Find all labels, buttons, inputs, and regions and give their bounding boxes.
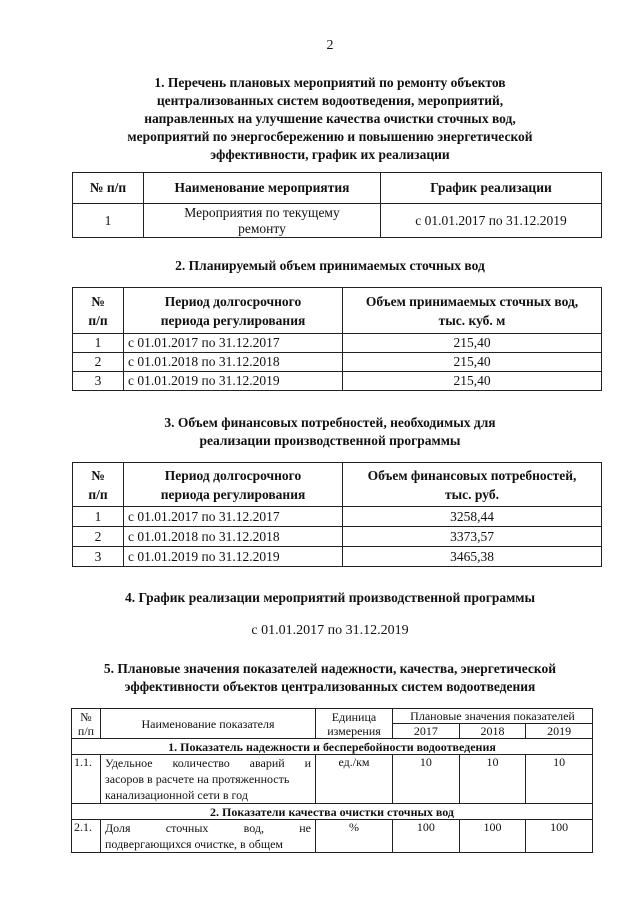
col-number xyxy=(73,288,124,334)
header-line: п/п xyxy=(88,312,108,328)
cell-amount: 3373,57 xyxy=(343,527,602,547)
col-period xyxy=(124,463,343,507)
header-line: тыс. руб. xyxy=(445,486,499,502)
cell-value: 100 xyxy=(393,820,460,853)
cell-number: 1 xyxy=(73,204,144,238)
header-line: п/п xyxy=(88,486,108,502)
cell-period: с 01.01.2019 по 31.12.2019 xyxy=(124,372,343,391)
cell-volume: 215,40 xyxy=(343,353,602,372)
cell-indicator-name xyxy=(101,820,316,853)
cell-value: 10 xyxy=(459,755,526,804)
header-line: Единица xyxy=(331,709,377,724)
cell-volume: 215,40 xyxy=(343,372,602,391)
cell-period: с 01.01.2018 по 31.12.2018 xyxy=(124,353,343,372)
cell-amount: 3258,44 xyxy=(343,507,602,527)
section1-title-line: эффективности, график их реализации xyxy=(210,147,450,162)
cell-value: 100 xyxy=(459,820,526,853)
cell-period: с 01.01.2017 по 31.12.2017 xyxy=(124,507,343,527)
col-number: № п/п xyxy=(73,173,144,204)
cell-event-name xyxy=(144,204,381,238)
section1-title xyxy=(60,74,600,164)
table-row xyxy=(72,820,593,853)
header-line: Объем принимаемых сточных вод, xyxy=(365,293,579,309)
header-line: № xyxy=(80,709,92,724)
event-name-line: ремонту xyxy=(238,220,286,236)
section4-title: 4. График реализации мероприятий производственной программы xyxy=(124,590,536,605)
header-line: периода регулирования xyxy=(160,312,306,328)
col-volume xyxy=(343,288,602,334)
header-line: Объем финансовых потребностей, xyxy=(367,467,577,483)
section1-title-line: 1. Перечень плановых мероприятий по ремонту объектов xyxy=(154,75,506,90)
table-row xyxy=(73,334,602,353)
table-row xyxy=(73,372,602,391)
col-unit xyxy=(316,709,393,739)
col-amount xyxy=(343,463,602,507)
table-row xyxy=(73,547,602,567)
name-line: Удельное количество аварий и xyxy=(105,756,311,770)
header-line: Период долгосрочного xyxy=(164,293,302,309)
header-line: п/п xyxy=(77,723,95,738)
cell-number: 1 xyxy=(73,507,124,527)
cell-amount: 3465,38 xyxy=(343,547,602,567)
event-name-line: Мероприятия по текущему xyxy=(184,204,340,220)
cell-period: с 01.01.2018 по 31.12.2018 xyxy=(124,527,343,547)
section1-title-line: направленных на улучшение качества очистки сточных вод, xyxy=(144,111,516,126)
section3-title xyxy=(60,414,600,450)
name-line: подвергающихся очистке, в общем xyxy=(105,837,283,851)
col-year: 2017 xyxy=(393,724,460,739)
section5-title-line: эффективности объектов централизованных систем водоотведения xyxy=(124,679,536,694)
col-year: 2019 xyxy=(526,724,593,739)
header-line: Период долгосрочного xyxy=(164,467,302,483)
col-year: 2018 xyxy=(459,724,526,739)
cell-volume: 215,40 xyxy=(343,334,602,353)
cell-number: 3 xyxy=(73,372,124,391)
cell-number: 2.1. xyxy=(72,820,101,853)
cell-value: 100 xyxy=(526,820,593,853)
table-row xyxy=(72,755,593,804)
cell-value: 10 xyxy=(393,755,460,804)
financial-needs-table xyxy=(72,462,602,567)
header-line: измерения xyxy=(327,723,381,738)
cell-value: 10 xyxy=(526,755,593,804)
name-line: канализационной сети в год xyxy=(105,788,248,802)
section3-title-line: реализации производственной программы xyxy=(199,433,461,448)
table-row xyxy=(73,353,602,372)
cell-unit: ед./км xyxy=(316,755,393,804)
col-event-name: Наименование мероприятия xyxy=(144,173,381,204)
table-row xyxy=(73,507,602,527)
header-line: № xyxy=(91,467,105,483)
cell-number: 2 xyxy=(73,353,124,372)
col-number xyxy=(72,709,101,739)
table-row xyxy=(73,204,602,238)
cell-number: 1.1. xyxy=(72,755,101,804)
name-line: засоров в расчете на протяженность xyxy=(105,772,290,786)
section3-title-line: 3. Объем финансовых потребностей, необходимых для xyxy=(164,415,496,430)
wastewater-volume-table xyxy=(72,287,602,391)
cell-period: с 01.01.2019 по 31.12.2019 xyxy=(124,547,343,567)
section1-title-line: мероприятий по энергосбережению и повышению энергетической xyxy=(127,129,533,144)
header-line: тыс. куб. м xyxy=(438,312,506,328)
cell-unit: % xyxy=(316,820,393,853)
cell-number: 1 xyxy=(73,334,124,353)
col-indicator-name: Наименование показателя xyxy=(101,709,316,739)
col-number xyxy=(73,463,124,507)
cell-schedule: с 01.01.2017 по 31.12.2019 xyxy=(381,204,602,238)
name-line: Доля сточных вод, не xyxy=(105,821,311,835)
group-treatment-quality: 2. Показатели качества очистки сточных вод xyxy=(72,804,593,820)
col-schedule: График реализации xyxy=(381,173,602,204)
cell-number: 2 xyxy=(73,527,124,547)
section1-title-line: централизованных систем водоотведения, мероприятий, xyxy=(156,93,504,108)
col-period xyxy=(124,288,343,334)
header-line: № xyxy=(91,293,105,309)
table-row xyxy=(73,527,602,547)
cell-number: 3 xyxy=(73,547,124,567)
section4-period: с 01.01.2017 по 31.12.2019 xyxy=(251,623,409,638)
events-table xyxy=(72,172,602,238)
section2-title: 2. Планируемый объем принимаемых сточных вод xyxy=(175,258,485,273)
indicators-table xyxy=(71,708,593,853)
header-line: периода регулирования xyxy=(160,486,306,502)
group-reliability: 1. Показатель надежности и бесперебойности водоотведения xyxy=(72,739,593,755)
section5-title xyxy=(50,660,610,696)
cell-indicator-name xyxy=(101,755,316,804)
col-plan-values: Плановые значения показателей xyxy=(393,709,593,724)
cell-period: с 01.01.2017 по 31.12.2017 xyxy=(124,334,343,353)
section5-title-line: 5. Плановые значения показателей надежности, качества, энергетической xyxy=(103,661,557,676)
page-number: 2 xyxy=(326,38,334,53)
